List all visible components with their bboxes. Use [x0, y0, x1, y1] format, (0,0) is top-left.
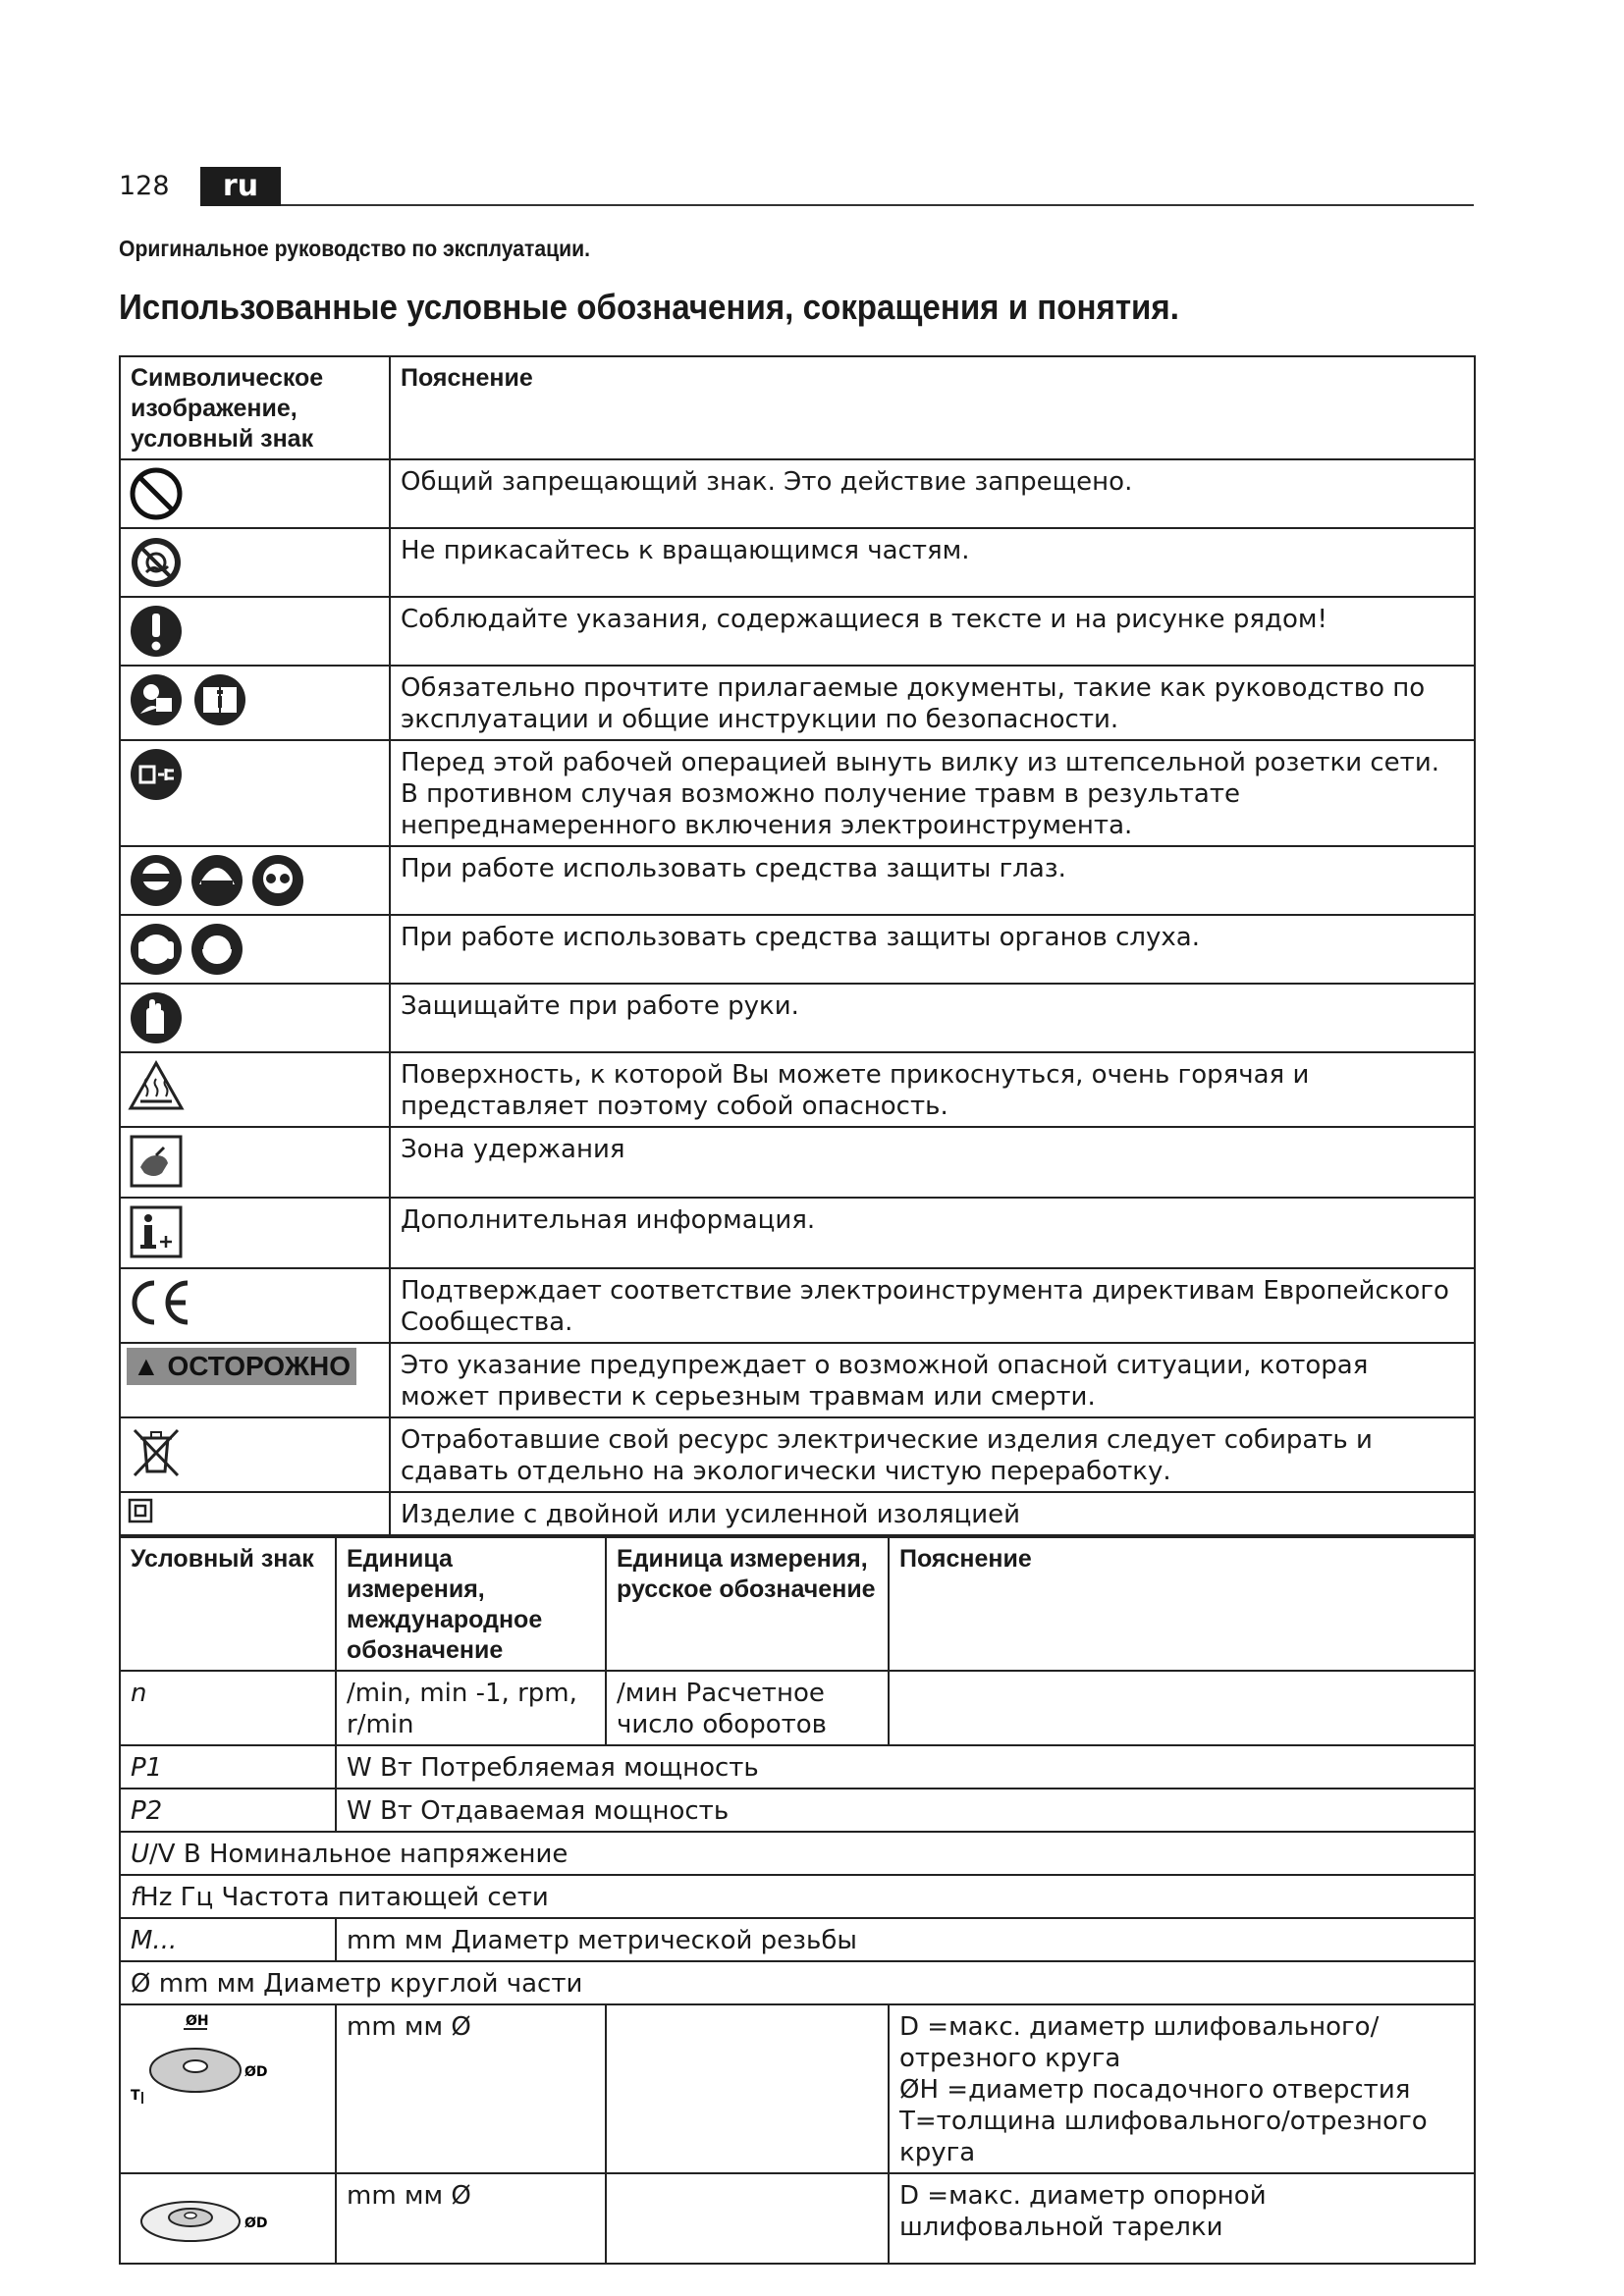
row-text: Дополнительная информация.	[390, 1198, 1475, 1268]
table-row	[120, 1052, 1475, 1127]
table-row	[120, 1671, 1475, 1745]
row-text: Общий запрещающий знак. Это действие запрещено.	[390, 459, 1475, 528]
unit-symbol: P2	[120, 1789, 336, 1832]
table-row	[120, 597, 1475, 666]
unit-details: fHz Гц Частота питающей сети	[120, 1875, 1475, 1918]
svg-text:ØH: ØH	[186, 2013, 209, 2029]
table-row	[120, 528, 1475, 597]
unit-details: U/V В Номинальное напряжение	[120, 1832, 1475, 1875]
row-text: Поверхность, к которой Вы можете прикоснуться, очень горячая и представляет поэтому собой опасность.	[390, 1052, 1475, 1127]
row-text: Перед этой рабочей операцией вынуть вилку из штепсельной розетки сети. В противном случая возможно получение травм в результате непреднамеренного включения электроинструмента.	[390, 740, 1475, 846]
row-text: При работе использовать средства защиты глаз.	[390, 846, 1475, 915]
unit-intl: /min, min -1, rpm, r/min	[336, 1671, 606, 1745]
table-row	[120, 846, 1475, 915]
eye-protection-icon	[127, 851, 308, 910]
units-table	[119, 1536, 1476, 2265]
caution-badge-text: ОСТОРОЖНО	[167, 1351, 352, 1381]
language-badge: ru	[200, 167, 281, 206]
unit-symbol: P1	[120, 1745, 336, 1789]
unplug-icon	[127, 745, 186, 804]
table-row	[120, 984, 1475, 1052]
table-row	[120, 1268, 1475, 1343]
col-header-explanation: Пояснение	[390, 356, 1475, 459]
gloves-icon	[127, 988, 186, 1047]
row-text: Изделие с двойной или усиленной изоляцией	[390, 1492, 1475, 1535]
table-row	[120, 915, 1475, 984]
table-row	[120, 2004, 1475, 2173]
col-header-explanation: Пояснение	[889, 1537, 1475, 1671]
unit-details: mm мм Диаметр метрической резьбы	[336, 1918, 1475, 1961]
unit-intl: mm мм Ø	[336, 2004, 606, 2173]
symbols-table	[119, 355, 1476, 1536]
ce-mark-icon	[127, 1273, 195, 1332]
hot-surface-icon	[127, 1057, 186, 1116]
table-header-row	[120, 356, 1475, 459]
table-row	[120, 740, 1475, 846]
table-row	[120, 1343, 1475, 1417]
weee-bin-icon	[127, 1422, 186, 1481]
unit-symbol: M...	[120, 1918, 336, 1961]
col-header-ru-unit: Единица измерения, русское обозначение	[606, 1537, 889, 1671]
read-manual-icon	[127, 670, 254, 729]
prohibition-icon	[127, 464, 186, 523]
table-row	[120, 459, 1475, 528]
row-text: При работе использовать средства защиты органов слуха.	[390, 915, 1475, 984]
table-row	[120, 1961, 1475, 2004]
section-title: Использованные условные обозначения, сокращения и понятия.	[119, 287, 1179, 327]
unit-details: Ø mm мм Диаметр круглой части	[120, 1961, 1475, 2004]
row-text: Соблюдайте указания, содержащиеся в тексте и на рисунке рядом!	[390, 597, 1475, 666]
table-row	[120, 1832, 1475, 1875]
row-text: Зона удержания	[390, 1127, 1475, 1198]
double-insulation-icon	[127, 1497, 156, 1524]
header-rule	[281, 204, 1474, 206]
table-row	[120, 1789, 1475, 1832]
table-row	[120, 666, 1475, 740]
exclamation-icon	[127, 602, 186, 661]
page-number: 128	[119, 171, 170, 201]
table-header-row	[120, 1537, 1475, 1671]
row-text: Защищайте при работе руки.	[390, 984, 1475, 1052]
document-subtitle: Оригинальное руководство по эксплуатации.	[119, 236, 590, 261]
no-touch-rotating-icon	[127, 533, 186, 592]
svg-text:T: T	[131, 2088, 140, 2104]
row-text: Подтверждает соответствие электроинструмента директивам Европейского Сообщества.	[390, 1268, 1475, 1343]
unit-intl: mm мм Ø	[336, 2173, 606, 2264]
table-row	[120, 2173, 1475, 2264]
svg-text:ØD: ØD	[244, 2064, 268, 2080]
table-row	[120, 1875, 1475, 1918]
unit-explanation: D =макс. диаметр опорной шлифовальной тарелки	[889, 2173, 1475, 2264]
unit-symbol: n	[120, 1671, 336, 1745]
page-header	[119, 167, 1474, 210]
unit-details: W Вт Отдаваемая мощность	[336, 1789, 1475, 1832]
table-row	[120, 1492, 1475, 1535]
backing-pad-icon	[127, 2178, 274, 2257]
row-text: Обязательно прочтите прилагаемые документы, такие как руководство по эксплуатации и общие инструкции по безопасности.	[390, 666, 1475, 740]
row-text: Отработавшие свой ресурс электрические изделия следует собирать и сдавать отдельно на экологически чистую переработку.	[390, 1417, 1475, 1492]
unit-details: W Вт Потребляемая мощность	[336, 1745, 1475, 1789]
row-text: Это указание предупреждает о возможной опасной ситуации, которая может привести к серьезным травмам или смерти.	[390, 1343, 1475, 1417]
table-row	[120, 1745, 1475, 1789]
col-header-intl-unit: Единица измерения, международное обозначение	[336, 1537, 606, 1671]
table-row	[120, 1198, 1475, 1268]
unit-explanation: D =макс. диаметр шлифовального/отрезного круга ØH =диаметр посадочного отверстия T=толщина шлифовального/отрезного круга	[889, 2004, 1475, 2173]
info-icon	[127, 1202, 186, 1261]
col-header-symbol: Символическое изображение, условный знак	[120, 356, 390, 459]
svg-text:ØD: ØD	[244, 2216, 268, 2231]
table-row	[120, 1127, 1475, 1198]
col-header-symbol: Условный знак	[120, 1537, 336, 1671]
caution-badge-icon: ▲ ОСТОРОЖНО	[127, 1348, 356, 1385]
table-row	[120, 1417, 1475, 1492]
ear-protection-icon	[127, 920, 249, 979]
grinding-wheel-icon	[127, 2009, 274, 2117]
table-row	[120, 1918, 1475, 1961]
row-text: Не прикасайтесь к вращающимся частям.	[390, 528, 1475, 597]
grip-zone-icon	[127, 1132, 186, 1191]
unit-ru: /мин Расчетное число оборотов	[606, 1671, 889, 1745]
